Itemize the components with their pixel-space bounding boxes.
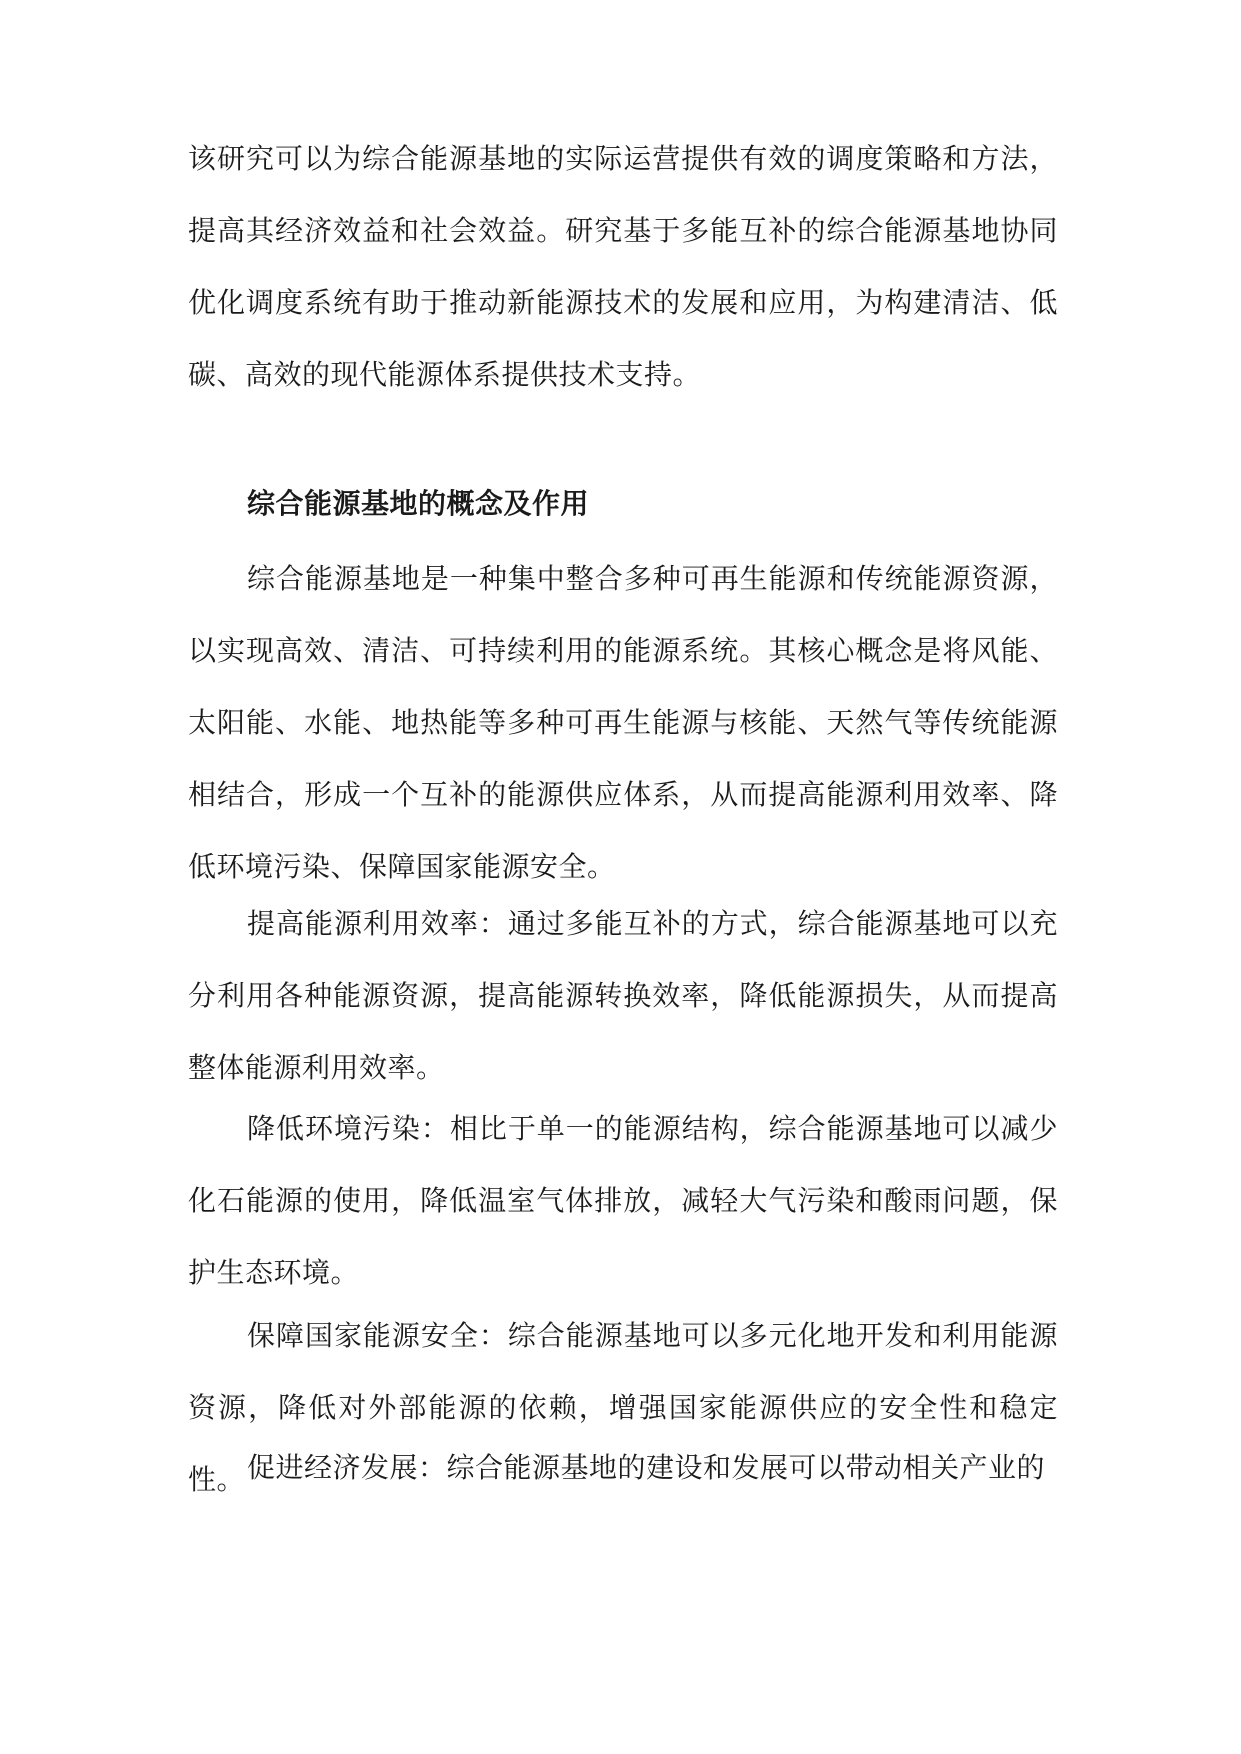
concept-paragraph: 综合能源基地是一种集中整合多种可再生能源和传统能源资源，以实现高效、清洁、可持续利用的能源系统。其核心概念是将风能、太阳能、水能、地热能等多种可再生能源与核能、天然气等传统能源相结合，形成一个互补的能源供应体系，从而提高能源利用效率、降低环境污染、保障国家能源安全。 [188, 562, 1058, 883]
section-heading: 综合能源基地的概念及作用 [247, 487, 590, 520]
pollution-paragraph: 降低环境污染：相比于单一的能源结构，综合能源基地可以减少化石能源的使用，降低温室气体排放，减轻大气污染和酸雨问题，保护生态环境。 [188, 1112, 1058, 1289]
efficiency-paragraph: 提高能源利用效率：通过多能互补的方式，综合能源基地可以充分利用各种能源资源，提高能源转换效率，降低能源损失，从而提高整体能源利用效率。 [188, 907, 1058, 1084]
security-paragraph: 保障国家能源安全：综合能源基地可以多元化地开发和利用能源资源，降低对外部能源的依赖，增强国家能源供应的安全性和稳定性。 [188, 1319, 1058, 1496]
economy-paragraph: 促进经济发展：综合能源基地的建设和发展可以带动相关产业的 [247, 1451, 1046, 1484]
intro-paragraph: 该研究可以为综合能源基地的实际运营提供有效的调度策略和方法，提高其经济效益和社会效益。研究基于多能互补的综合能源基地协同优化调度系统有助于推动新能源技术的发展和应用，为构建清洁、低碳、高效的现代能源体系提供技术支持。 [188, 142, 1058, 391]
